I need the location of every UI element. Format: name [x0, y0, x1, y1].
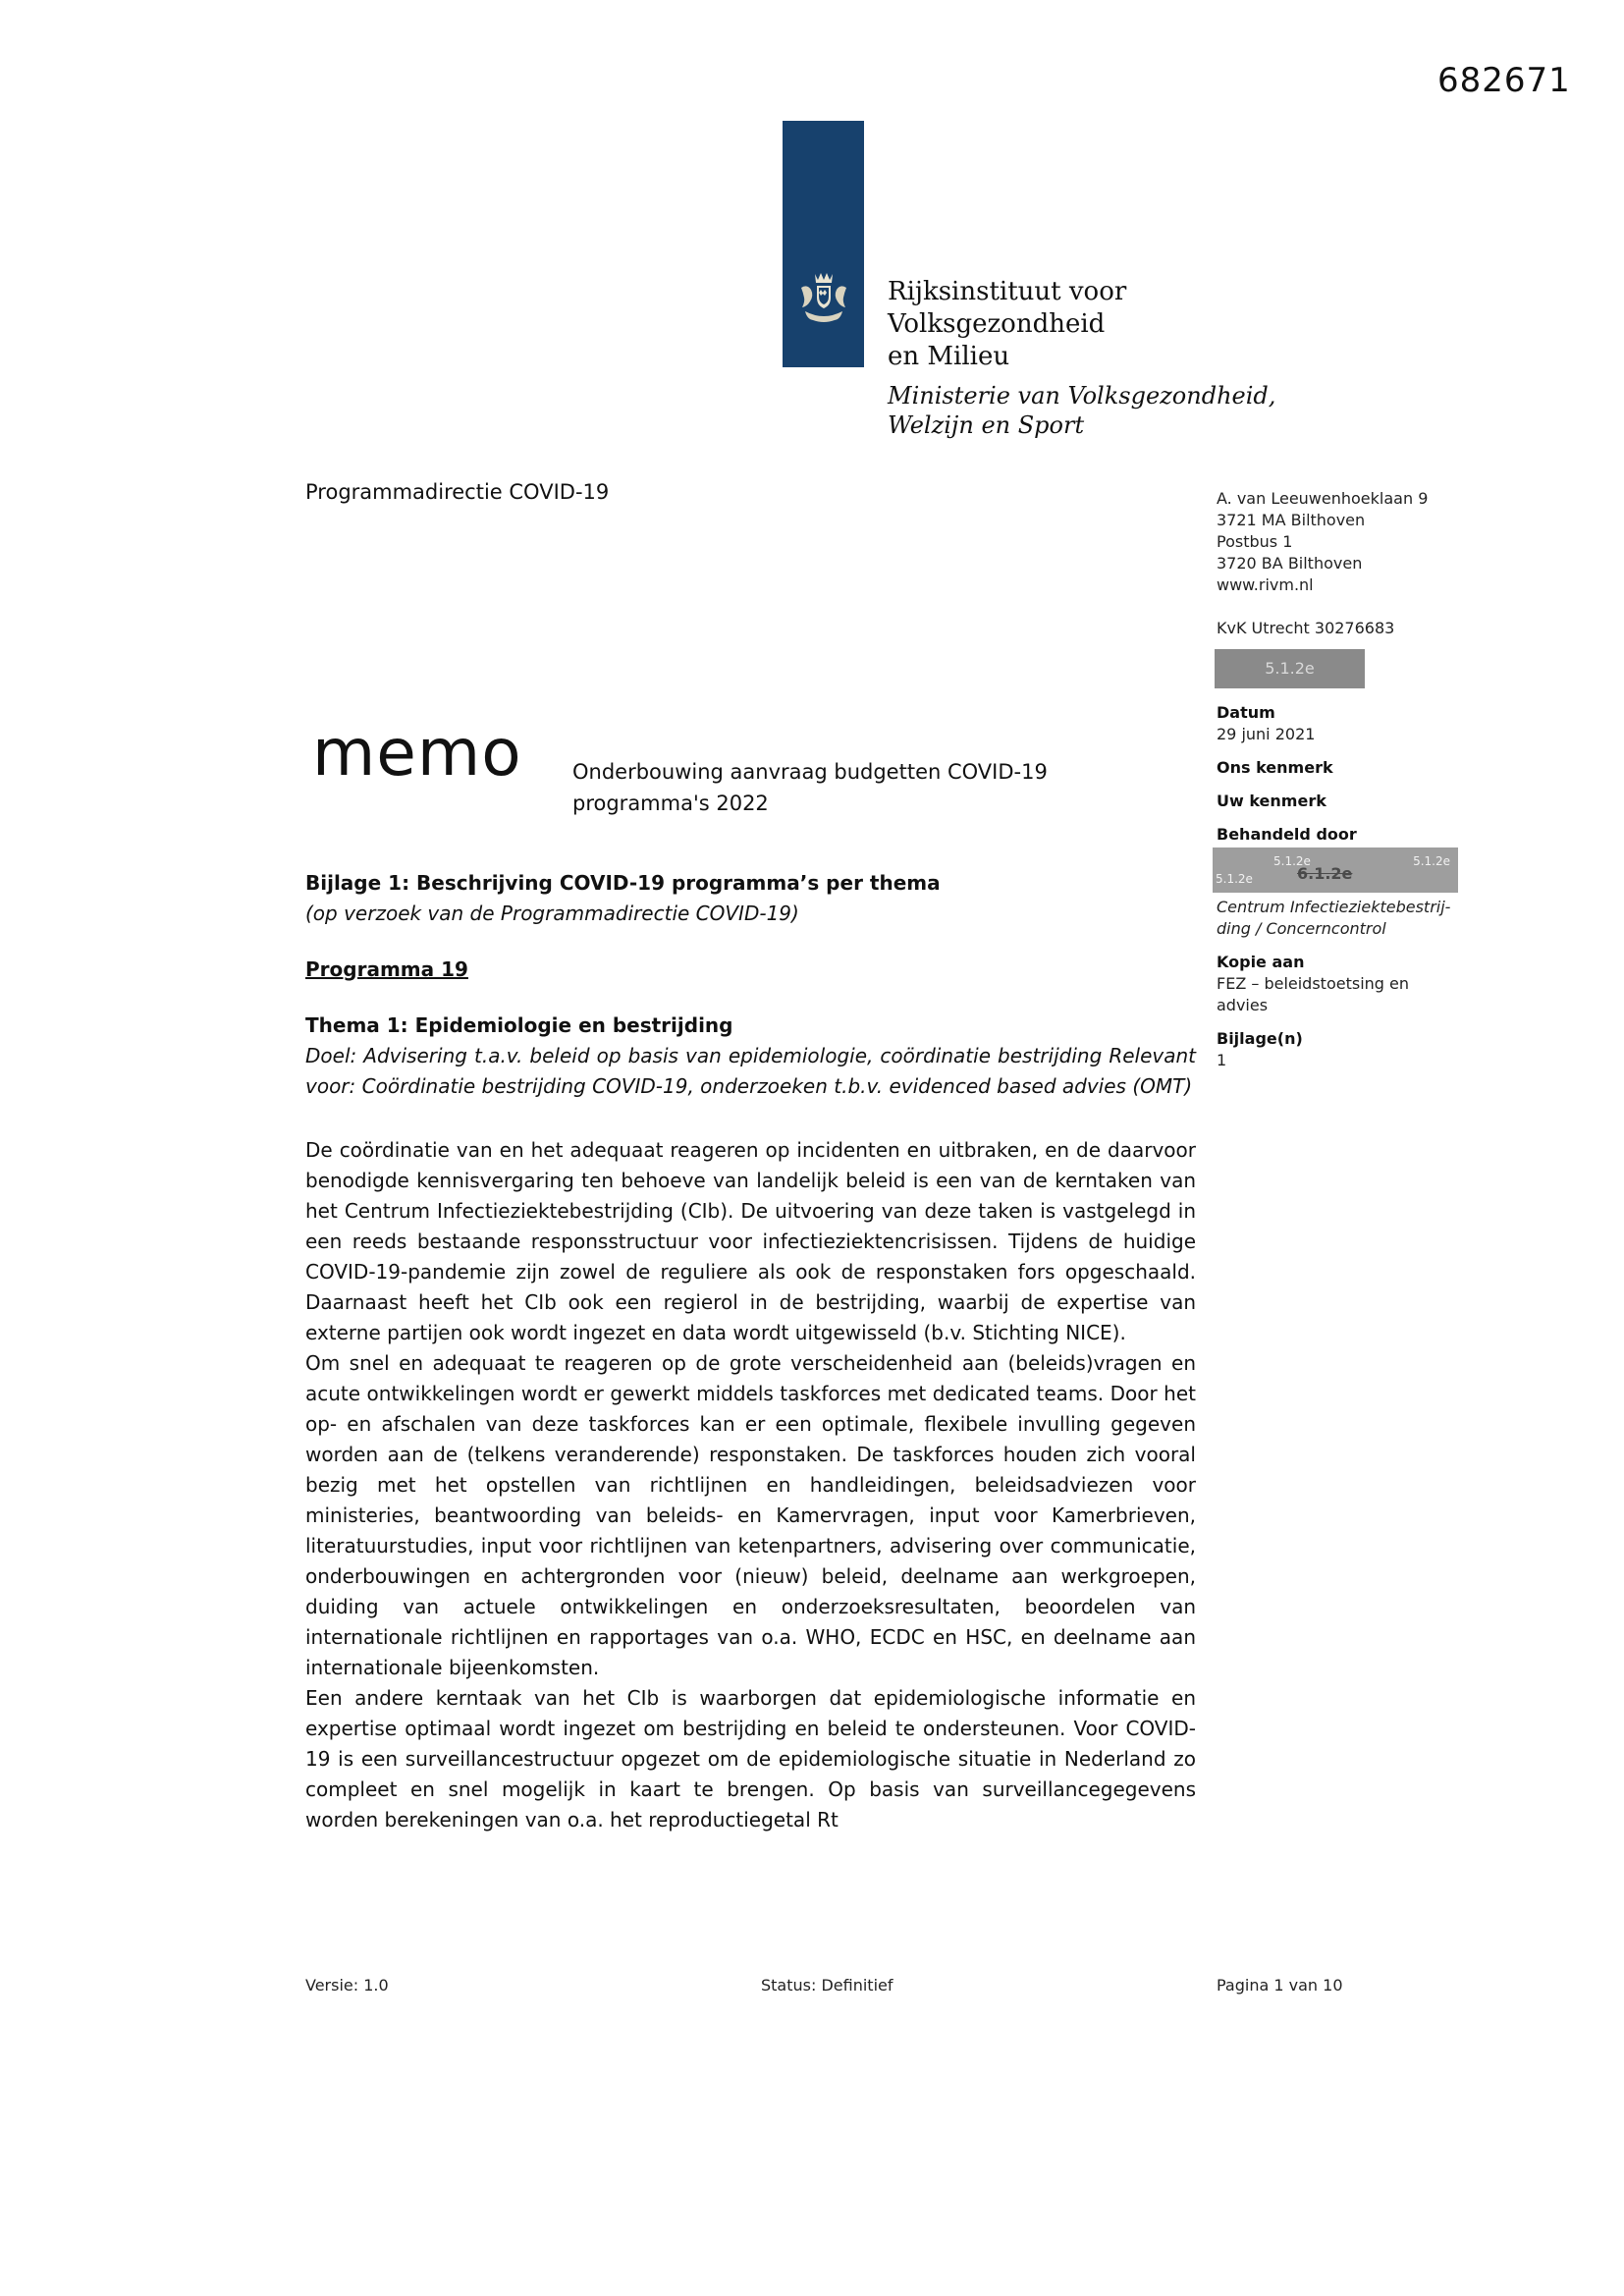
redaction-label: 5.1.2e [1413, 854, 1450, 868]
logo-text-block [888, 276, 1339, 440]
behandeld-org-line1: Centrum Infectieziektebestrij- [1217, 898, 1451, 916]
memo-subject-line1: Onderbouwing aanvraag budgetten COVID-19 [572, 760, 1048, 784]
uw-kenmerk-label: Uw kenmerk [1217, 792, 1326, 810]
memo-subject [572, 756, 1048, 819]
kvk-number: KvK Utrecht 30276683 [1217, 619, 1395, 637]
redaction-label: 5.1.2e [1216, 872, 1253, 886]
address-line: 3720 BA Bilthoven [1217, 554, 1363, 573]
ministry-line2: Welzijn en Sport [888, 411, 1085, 439]
thema-heading: Thema 1: Epidemiologie en bestrijding [305, 1013, 733, 1037]
main-content [305, 868, 1196, 1835]
ons-kenmerk-label: Ons kenmerk [1217, 758, 1333, 777]
sidebar-meta [1217, 488, 1491, 1071]
redaction-label: 5.1.2e [1273, 854, 1311, 868]
redaction-block [1215, 649, 1365, 688]
behandeld-org-line2: ding / Concerncontrol [1217, 919, 1386, 938]
org-name-line2: en Milieu [888, 342, 1010, 371]
document-number: 682671 [1437, 61, 1571, 100]
kopie-aan-value-line1: FEZ – beleidstoetsing en [1217, 974, 1409, 993]
redaction-label: 5.1.2e [1265, 659, 1315, 678]
doel-paragraph: Doel: Advisering t.a.v. beleid op basis van epidemiologie, coördinatie bestrijding Relevant voor: Coördinatie bestrijding COVID-19, onderzoeken t.b.v. evidenced based advies (OMT) [305, 1044, 1196, 1098]
website-text: www.rivm.nl [1217, 575, 1314, 594]
body-paragraph-2: Om snel en adequaat te reageren op de grote verscheidenheid aan (beleids)vragen en acute ontwikkelingen wordt er gewerkt middels taskforces met dedicated teams. Door het op- en afschalen van deze taskforces kan er een optimale, flexibele invulling gegeven worden aan de (telkens veranderende) responstaken. De taskforces houden zich vooral bezig met het opstellen van richtlijnen en handleidingen, beleidsadviezen voor ministeries, beantwoording van beleids- en Kamervragen, input voor Kamerbrieven, literatuurstudies, input voor richtlijnen van ketenpartners, advisering over communicatie, onderbouwingen en achtergronden voor (nieuw) beleid, deelname aan werkgroepen, duiding van actuele ontwikkelingen en onderzoeksresultaten, beoordelen van internationale richtlijnen en rapportages van o.a. WHO, ECDC en HSC, en deelname aan internationale bijeenkomsten. [305, 1351, 1196, 1679]
bijlage-subheading: (op verzoek van de Programmadirectie COVID-19) [305, 902, 799, 925]
body-paragraph-1: De coördinatie van en het adequaat reageren op incidenten en uitbraken, en de daarvoor benodigde kennisvergaring ten behoeve van landelijk beleid is een van de kerntaken van het Centrum Infectieziektebestrijding (CIb). De uitvoering van deze taken is vastgelegd in een reeds bestaande responsstructuur voor infectieziektencrisissen. Tijdens de huidige COVID-19-pandemie zijn zowel de reguliere als ook de responstaken fors opgeschaald. Daarnaast heeft het CIb ook een regierol in de bestrijding, waarbij de expertise van externe partijen ook wordt ingezet en data wordt uitgewisseld (b.v. Stichting NICE). [305, 1138, 1196, 1344]
ministry-line1: Ministerie van Volksgezondheid, [888, 382, 1276, 410]
rijksoverheid-logo-bar [783, 121, 864, 367]
bijlage-label: Bijlage(n) [1217, 1029, 1303, 1048]
redaction-block-behandeld [1213, 847, 1458, 893]
datum-value: 29 juni 2021 [1217, 725, 1316, 743]
footer-versie: Versie: 1.0 [305, 1976, 389, 1995]
footer-status: Status: Definitief [761, 1976, 893, 1995]
bijlage-value: 1 [1217, 1051, 1227, 1069]
address-line: A. van Leeuwenhoeklaan 9 [1217, 489, 1429, 508]
datum-label: Datum [1217, 703, 1275, 722]
kopie-aan-value-line2: advies [1217, 996, 1269, 1014]
address-line: Postbus 1 [1217, 532, 1293, 551]
address-line: 3721 MA Bilthoven [1217, 511, 1366, 529]
programma-heading: Programma 19 [305, 957, 468, 981]
footer-page-number: Pagina 1 van 10 [1217, 1976, 1343, 1995]
department-title: Programmadirectie COVID-19 [305, 480, 610, 504]
body-paragraph-3: Een andere kerntaak van het CIb is waarborgen dat epidemiologische informatie en expertise optimaal wordt ingezet om bestrijding en beleid te ondersteunen. Voor COVID-19 is een surveillancestructuur opgezet om de epidemiologische situatie in Nederland zo compleet en snel mogelijk in kaart te brengen. Op basis van surveillancegegevens worden berekeningen van o.a. het reproductiegetal Rt [305, 1686, 1196, 1831]
behandeld-door-label: Behandeld door [1217, 825, 1357, 844]
org-name-line1: Rijksinstituut voor Volksgezondheid [888, 277, 1127, 339]
memo-wordmark: memo [312, 715, 522, 791]
kopie-aan-label: Kopie aan [1217, 953, 1305, 971]
memo-subject-line2: programma's 2022 [572, 792, 769, 815]
redaction-struck-label: 6.1.2e [1297, 864, 1353, 883]
coat-of-arms-icon [795, 268, 852, 333]
bijlage-heading: Bijlage 1: Beschrijving COVID-19 programma’s per thema [305, 871, 941, 895]
